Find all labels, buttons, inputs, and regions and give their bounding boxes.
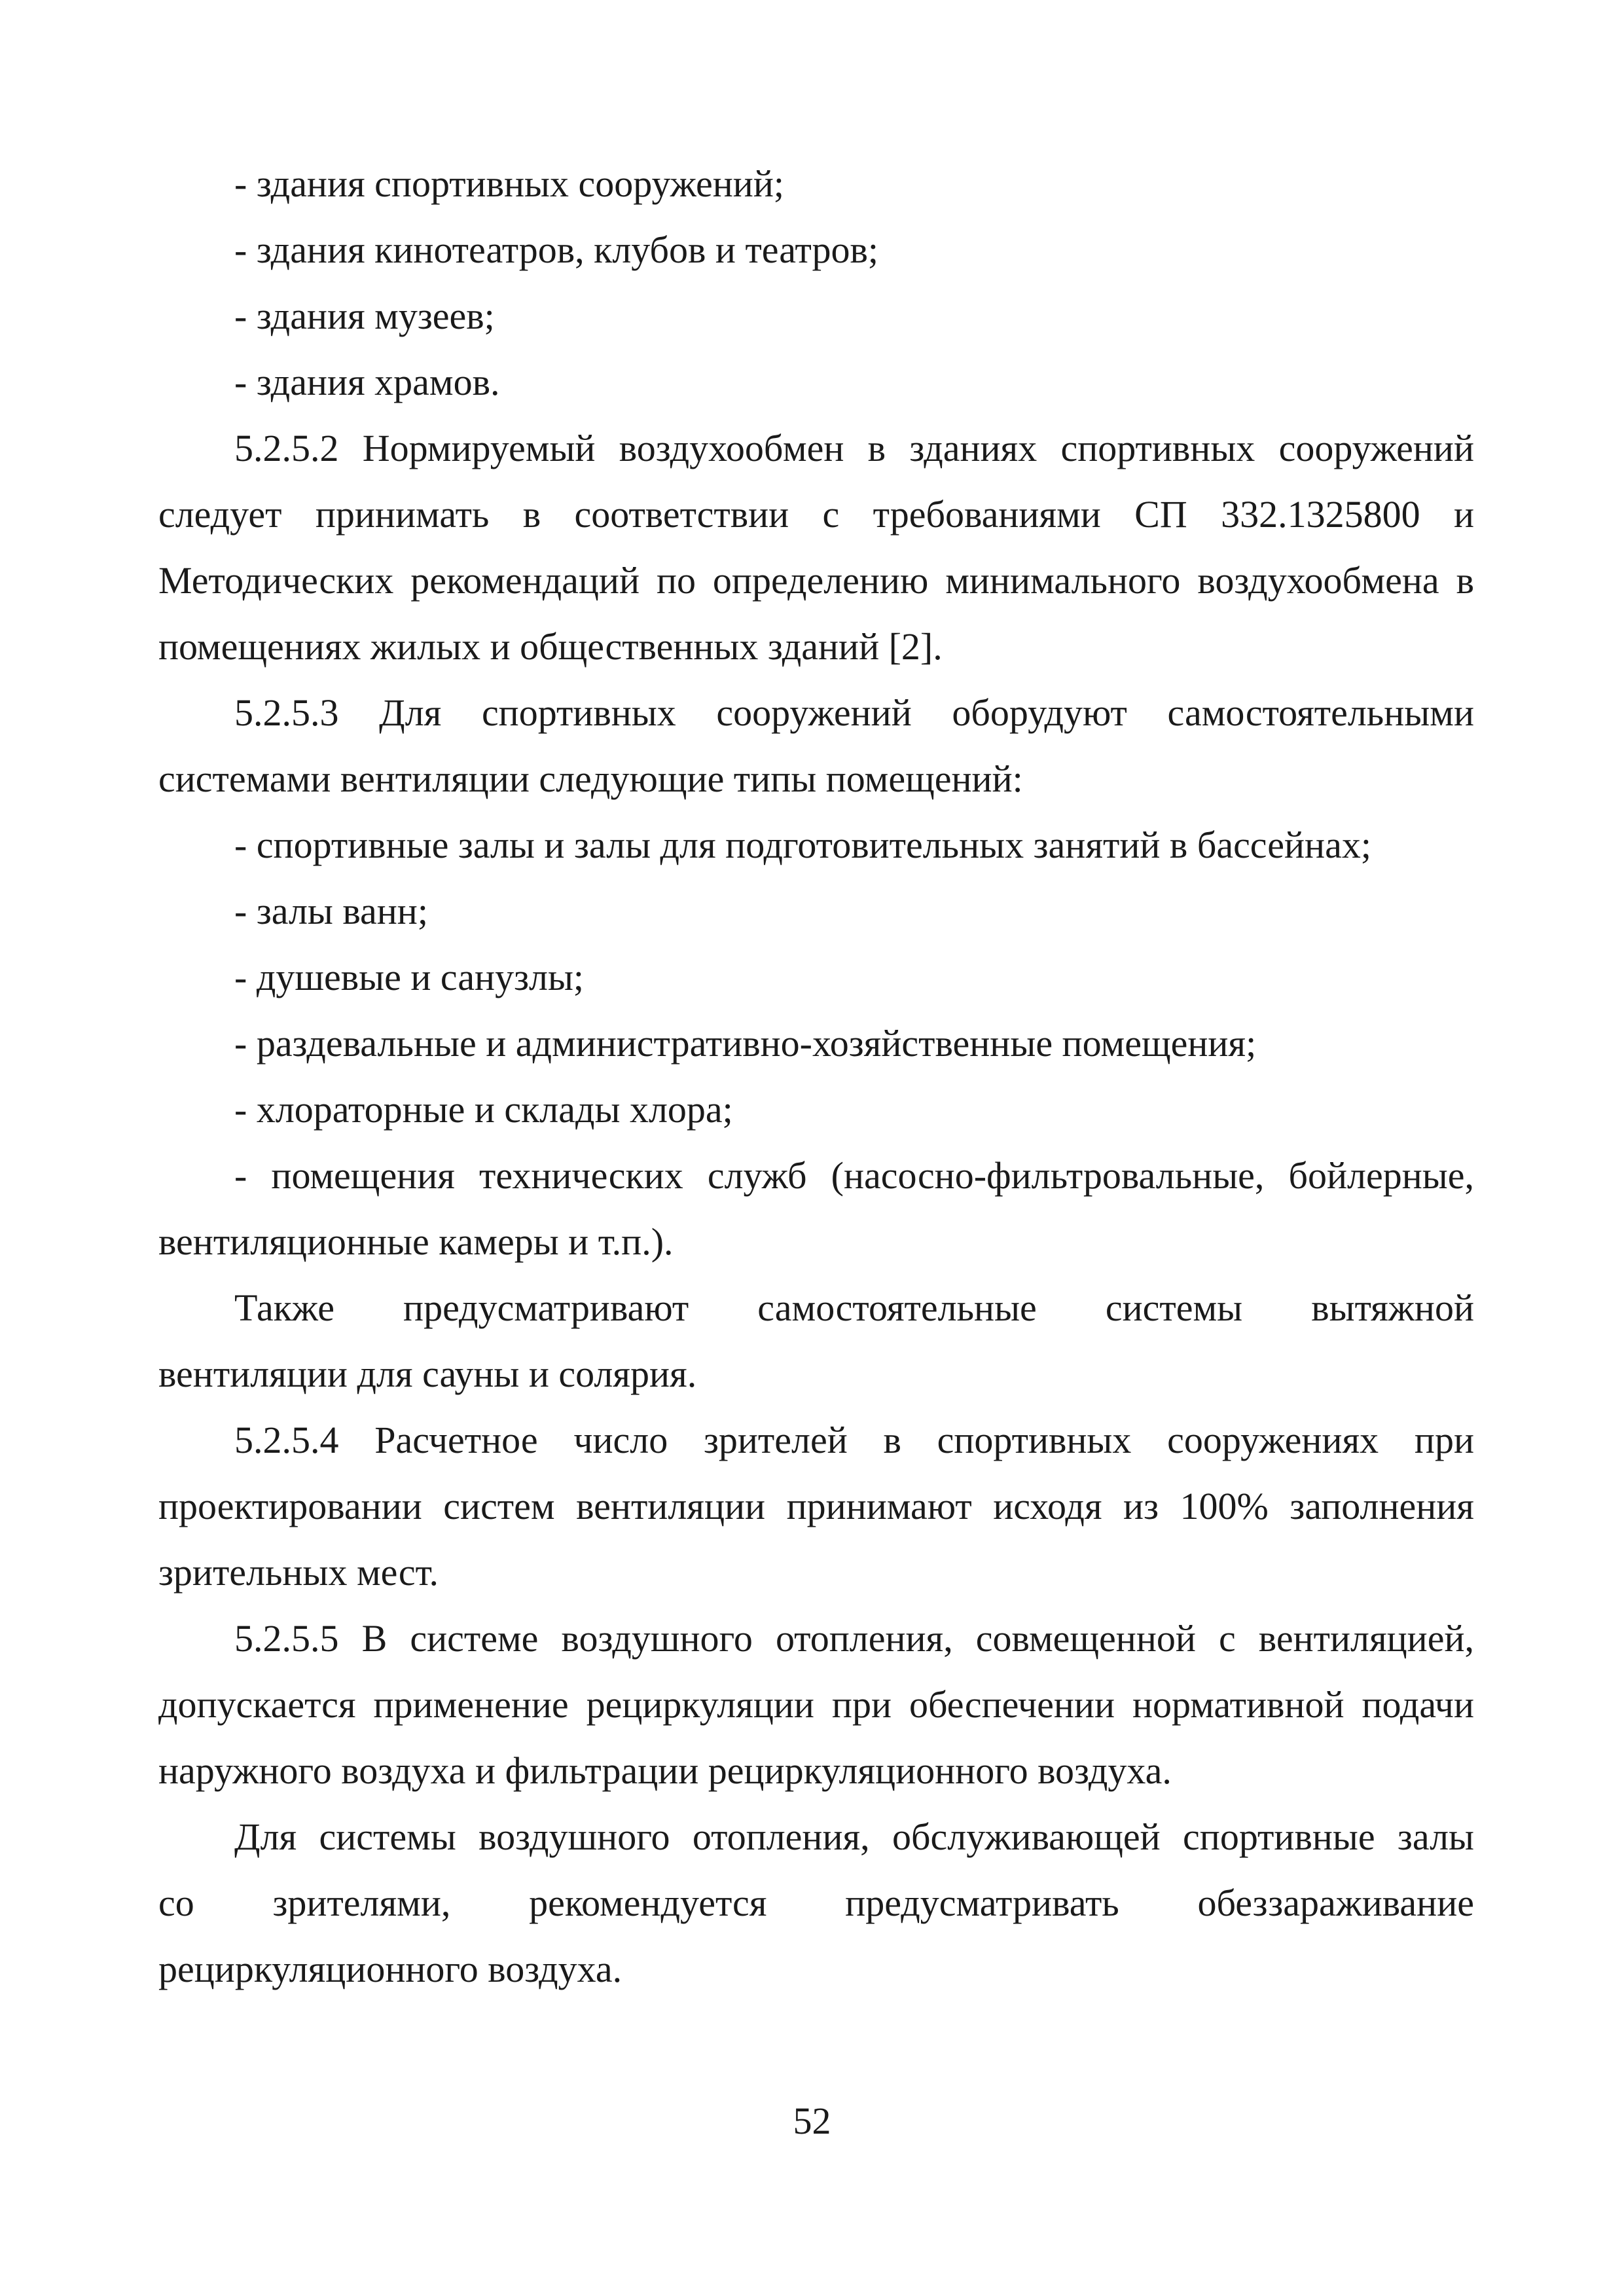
paragraph-5-2-5-3-line: 5.2.5.3 Для спортивных сооружений оборудуют самостоятельными: [234, 691, 1474, 734]
list-item: - раздевальные и административно-хозяйственные помещения;: [234, 1022, 1257, 1065]
paragraph-5-2-5-3-line: системами вентиляции следующие типы помещений:: [158, 757, 1023, 800]
list-item: - здания кинотеатров, клубов и театров;: [234, 228, 879, 271]
list-item: - хлораторные и склады хлора;: [234, 1088, 733, 1131]
paragraph-also-line: Также предусматривают самостоятельные системы вытяжной: [234, 1286, 1474, 1329]
paragraph-heating-line: рециркуляционного воздуха.: [158, 1948, 623, 1990]
paragraph-also-line: вентиляции для сауны и солярия.: [158, 1353, 697, 1395]
paragraph-5-2-5-2-line: Методических рекомендаций по определению минимального воздухообмена в: [158, 559, 1474, 602]
list-item-continuation: вентиляционные камеры и т.п.).: [158, 1220, 674, 1263]
list-item: - спортивные залы и залы для подготовительных занятий в бассейнах;: [234, 824, 1371, 866]
paragraph-5-2-5-5-line: допускается применение рециркуляции при обеспечении нормативной подачи: [158, 1683, 1474, 1726]
paragraph-5-2-5-2-line: 5.2.5.2 Нормируемый воздухообмен в зданиях спортивных сооружений: [234, 427, 1474, 469]
paragraph-5-2-5-2-line: помещениях жилых и общественных зданий [2].: [158, 625, 943, 668]
list-item: - здания храмов.: [234, 361, 500, 403]
page-number: 52: [793, 2100, 831, 2142]
paragraph-heating-line: Для системы воздушного отопления, обслуживающей спортивные залы: [234, 1815, 1474, 1858]
paragraph-5-2-5-5-line: наружного воздуха и фильтрации рециркуляционного воздуха.: [158, 1749, 1172, 1792]
list-item: - душевые и санузлы;: [234, 956, 585, 998]
list-item: - здания спортивных сооружений;: [234, 162, 784, 205]
paragraph-heating-line: со зрителями, рекомендуется предусматривать обеззараживание: [158, 1882, 1474, 1924]
paragraph-5-2-5-2-line: следует принимать в соответствии с требованиями СП 332.1325800 и: [158, 493, 1474, 536]
paragraph-5-2-5-4-line: зрительных мест.: [158, 1551, 439, 1594]
paragraph-5-2-5-5-line: 5.2.5.5 В системе воздушного отопления, совмещенной с вентиляцией,: [234, 1617, 1474, 1660]
list-item: - помещения технических служб (насосно-фильтровальные, бойлерные,: [234, 1154, 1474, 1197]
list-item: - здания музеев;: [234, 295, 495, 337]
list-item: - залы ванн;: [234, 890, 428, 932]
paragraph-5-2-5-4-line: 5.2.5.4 Расчетное число зрителей в спортивных сооружениях при: [234, 1419, 1474, 1461]
paragraph-5-2-5-4-line: проектировании систем вентиляции принимают исходя из 100% заполнения: [158, 1485, 1474, 1527]
